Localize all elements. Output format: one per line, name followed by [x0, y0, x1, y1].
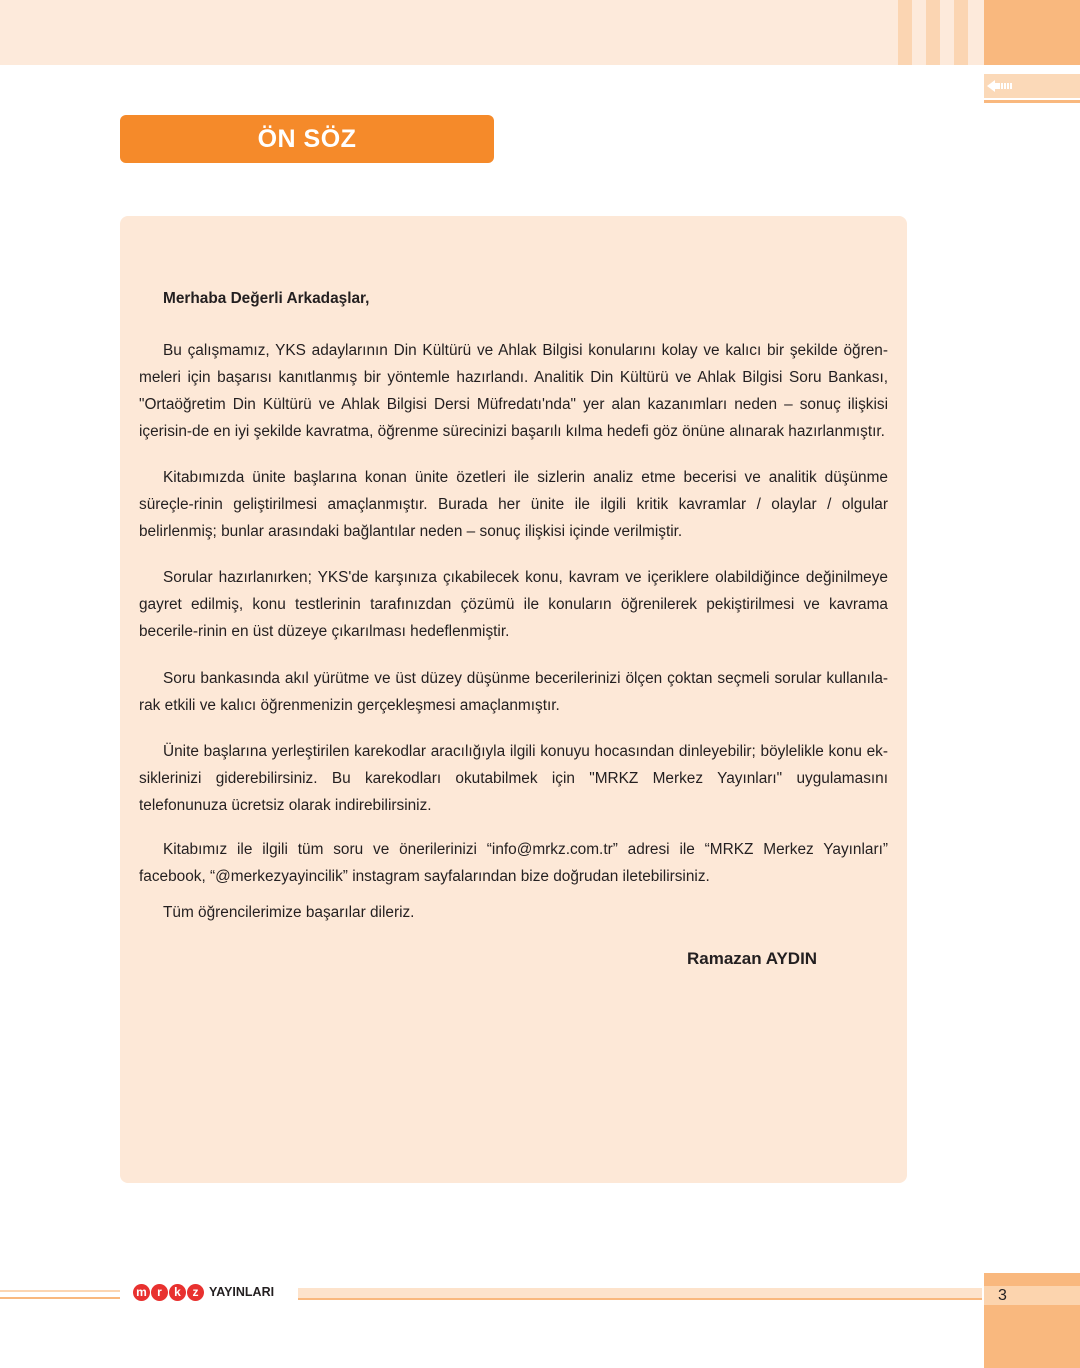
footer-rule-left — [0, 1290, 120, 1299]
page-number: 3 — [998, 1287, 1007, 1304]
logo-letter: k — [169, 1284, 186, 1301]
letter-closing: Tüm öğrencilerimize başarılar dileriz. — [163, 904, 415, 921]
letter-paragraph: Soru bankasında akıl yürütme ve üst düzey düşünme becerilerinizi ölçen çoktan seçmeli sorular kullanıla-rak etkili ve kalıcı öğrenmenizin gerçekleşmesi amaçlanmıştır. — [139, 670, 888, 714]
publisher-logo — [133, 1283, 274, 1301]
top-stripe — [898, 0, 912, 65]
letter-paragraph: Ünite başlarına yerleştirilen karekodlar aracılığıyla ilgili konuyu hocasından dinleyebilir; böylelikle konu ek-siklerinizi giderebilirsiniz. Bu karekodları okutabilmek için "MRKZ Merkez Yayınları" uygulamasını telefonunuza ücretsiz olarak indirebilirsiniz. — [139, 743, 888, 814]
back-tab-underline — [984, 100, 1080, 103]
top-stripe — [954, 0, 968, 65]
letter-paragraph: Kitabımız ile ilgili tüm soru ve önerilerinizi “info@mrkz.com.tr” adresi ile “MRKZ Merkez Yayınları” facebook, “@merkezyayincilik” instagram sayfalarından bize doğrudan iletebilirsiniz. — [139, 841, 888, 885]
page-title: ÖN SÖZ — [257, 124, 357, 153]
letter-greeting: Merhaba Değerli Arkadaşlar, — [163, 290, 370, 307]
letter-paragraph: Sorular hazırlanırken; YKS'de karşınıza çıkabilecek konu, kavram ve içeriklere olabildiğince değinilmeye gayret edilmiş, konu testlerinin tarafınızdan çözümü ile konuların öğrenilerek pekiştirilmesi ve kavrama becerile-rinin en üst düzeye çıkarılması hedeflenmiştir. — [139, 569, 888, 640]
section-title-banner — [120, 115, 494, 163]
letter-paragraph: Bu çalışmamız, YKS adaylarının Din Kültürü ve Ahlak Bilgisi konularını kolay ve kalıcı bir şekilde öğren-meleri için başarısı kanıtlanmış bir yöntemle hazırlandı. Analitik Din Kültürü ve Ahlak Bilgisi Soru Bankası, "Ortaöğretim Din Kültürü ve Ahlak Bilgisi Dersi Müfredatı'nda" yer alan kazanımları neden – sonuç ilişkisi içerisin-de en iyi şekilde kavratma, öğrenme sürecinizi başarılı kılma hedefi göz önüne alınarak hazırlanmıştır. — [139, 342, 888, 440]
arrow-left-icon[interactable] — [986, 77, 1016, 95]
logo-letter: m — [133, 1284, 150, 1301]
footer-rule-right — [298, 1288, 982, 1300]
publisher-name: YAYINLARI — [209, 1285, 275, 1299]
logo-letter: r — [151, 1284, 168, 1301]
letter-paragraph: Kitabımızda ünite başlarına konan ünite özetleri ile sizlerin analiz etme becerisi ve analitik düşünme süreçle-rinin geliştirilmesi amaçlanmıştır. Burada her ünite ile ilgili kritik kavramlar / olaylar / olgular belirlenmiş; bunlar arasındaki bağlantılar neden – sonuç ilişkisi içinde verilmiştir. — [139, 469, 888, 540]
top-stripe — [926, 0, 940, 65]
author-signature: Ramazan AYDIN — [687, 949, 818, 968]
top-band — [0, 0, 1080, 65]
logo-letter: z — [187, 1284, 204, 1301]
top-corner-block — [984, 0, 1080, 65]
